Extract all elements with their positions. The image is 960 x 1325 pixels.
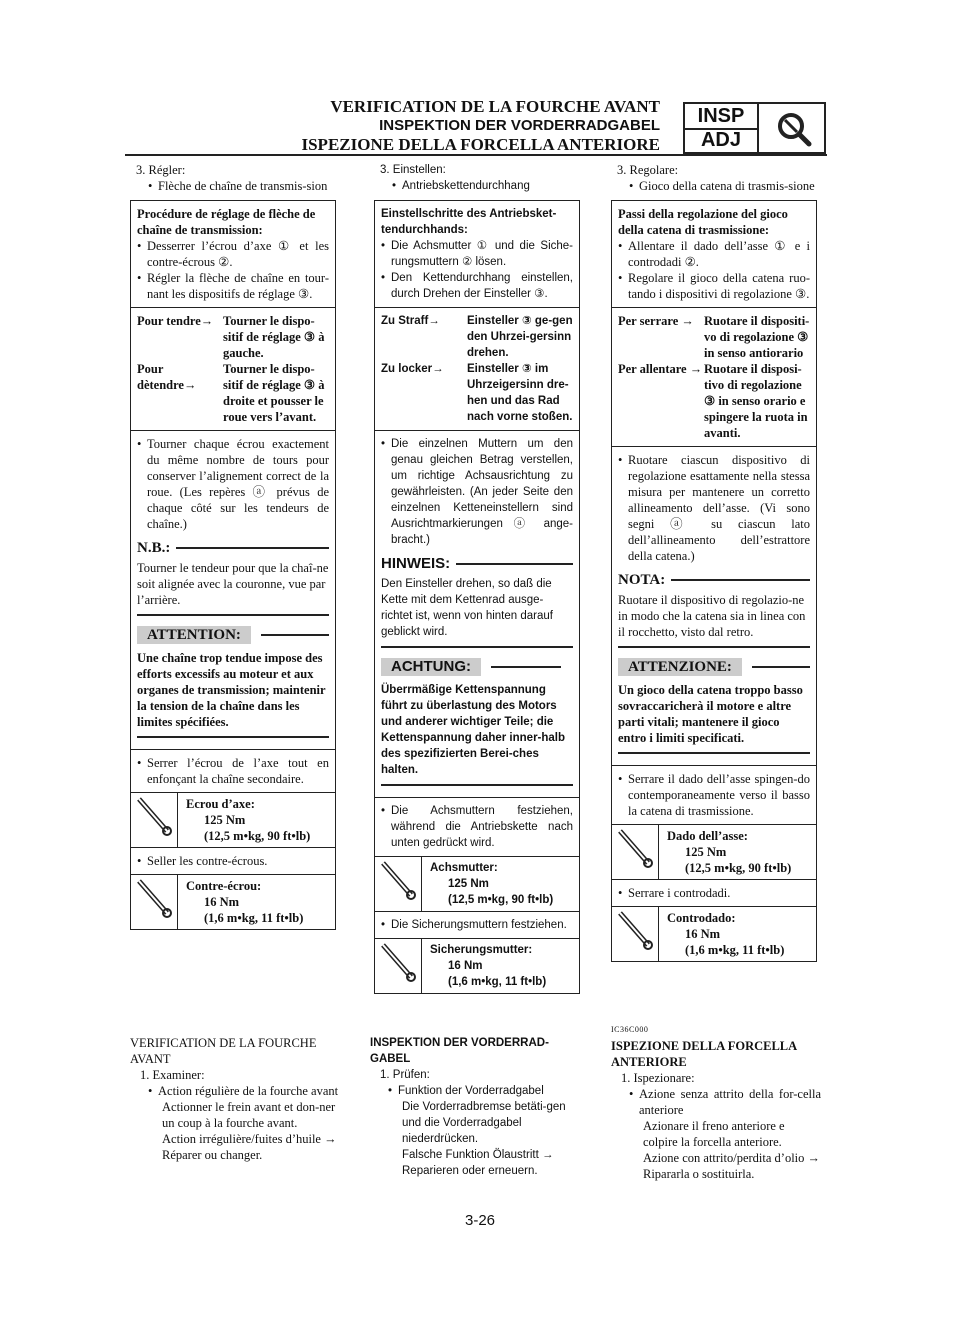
alignment-note: • Die einzelnen Muttern um den genau gleichen Betrag verstellen, um richtige Achsausrichtung zu gewährleisten. (An jeder Seite den einzelnen Ketteneinstellern sind Ausrichtmarkierungen ⓐ ange-bracht.) [381,438,573,546]
step-bullet: • Gioco della catena di trasmis-sione [629,179,815,193]
note-text: Den Einsteller drehen, so daß die Kette mit dem Kettenrad ausge-richtet ist, wenn von hinten darauf geblickt wird. [381,578,553,638]
inspect-text: Azionare il freno anteriore e colpire la forcella anteriore. [643,1119,785,1149]
step-heading: 3. Regolare: [617,163,679,177]
torque-wrench-icon [131,875,175,921]
step-bullet: • Antriebskettendurchhang [392,180,530,192]
fork-inspection-de [370,1035,580,1179]
badge-adj: ADJ [685,128,759,152]
tension-row: Per serrare → Ruotare il dispositi-vo di regolazione ③ in senso antiorario [618,314,810,360]
procedure-title: Procédure de réglage de flèche de chaîne de transmission: [137,207,316,237]
procedure-step: • Die Achsmutter ① und die Siche-rungsmuttern ② lösen. [381,240,573,268]
inspect-step: 1. Ispezionare: [621,1071,695,1085]
tighten-step: • Serrare il dado dell’asse spingen-do contemporaneamente verso il basso la catena di trasmissione. [618,772,810,818]
torque-wrench-icon [612,907,656,953]
procedure-title: Einstellschritte des Antriebsket-tendurchhands: [381,208,557,236]
header-title-de: INSPEKTION DER VORDERRADGABEL [379,117,660,134]
procedure-box [611,200,817,962]
torque-wrench-icon [131,793,175,839]
torque-spec-locknut: Controdado: 16 Nm (1,6 m•kg, 11 ft•lb) [612,906,816,961]
procedure-box [374,200,580,994]
alignment-note: • Tourner chaque écrou exactement du même nombre de tours pour conserver l’alignement correct de la roue. (Les repères ⓐ prévus de chaque côté sur les tendeurs de chaîne.) [137,437,329,531]
loosen-row: Pour dètendre→ Tourner le dispo-sitif de réglage ③ à droite et pousser le roue vers l’avant. [137,362,325,424]
procedure-step: • Desserrer l’écrou d’axe ① et les contre-écrous ②. [137,239,329,269]
section-title: VERIFICATION DE LA FOURCHE AVANT [130,1036,317,1066]
inspect-text: Azione con attrito/perdita d’olio → Ripararla o sostituirla. [643,1151,821,1181]
note-header: N.B.: [137,540,329,556]
header-title-it: ISPEZIONE DELLA FORCELLA ANTERIORE [301,135,660,154]
procedure-title: Passi della regolazione del gioco della catena di trasmissione: [618,207,788,237]
inspect-step: 1. Prüfen: [380,1069,430,1081]
procedure-step: • Den Kettendurchhang einstellen, durch Drehen der Einsteller ③. [381,272,573,300]
header-title-fr: VERIFICATION DE LA FOURCHE AVANT [330,97,660,116]
caution-header: ACHTUNG: [381,658,573,676]
section-code: IC36C000 [611,1025,649,1034]
torque-spec-locknut: Sicherungsmutter: 16 Nm (1,6 m•kg, 11 ft•lb) [375,938,579,993]
torque-spec-locknut: Contre-écrou: 16 Nm (1,6 m•kg, 11 ft•lb) [131,874,335,929]
note-header: HINWEIS: [381,556,573,572]
note-text: Ruotare il dispositivo di regolazio-ne in modo che la catena sia in linea con il rocchetto, visto dal retro. [618,593,806,639]
column-italian [611,162,817,962]
caution-text: Une chaîne trop tendue impose des efforts excessifs au moteur et aux organes de transmission; maintenir la tension de la chaîne dans les limites spécifiées. [137,651,326,729]
loosen-row: Per allentare → Ruotare il disposi-tivo di regolazione ③ in senso orario e spingere la ruota in avanti. [618,362,808,440]
caution-text: Überrmäßige Kettenspannung führt zu überlastung des Motors und anderer wichtiger Teile; die Kettenspannung daher inner-halb des spezifizierten Berei-ches halten. [381,684,566,776]
tighten-step: • Serrer l’écrou de l’axe tout en enfonçant la chaîne secondaire. [137,756,329,786]
section-badge [683,102,826,154]
caution-header: ATTENZIONE: [618,658,810,676]
alignment-note: • Ruotare ciascun dispositivo di regolazione esattamente nella stessa misura per mantenere un corretto allineamento dell’asse. (Vi sono segni ⓐ su ciascun lato dell’allineamento dell’estrattore della catena.) [618,453,810,563]
torque-wrench-icon [375,939,419,985]
locknut-step: • Serrare i controdadi. [618,886,731,900]
inspect-bullet: • Azione senza attrito della for-cella anteriore [629,1087,821,1117]
inspect-bullet: • Action régulière de la fourche avant [148,1084,339,1098]
torque-wrench-icon [375,857,419,903]
section-title: INSPEKTION DER VORDERRAD-GABEL [370,1037,549,1065]
tension-row: Zu Straff→ Einsteller ③ ge-gen den Uhrzei-gersinn drehen. [381,315,573,359]
inspect-text: Action irrégulière/fuites d’huile → Réparer ou changer. [162,1132,337,1162]
badge-insp: INSP [685,104,759,130]
step-heading: 3. Régler: [136,163,186,177]
inspect-text: Falsche Funktion Ölaustritt → Reparieren oder erneuern. [402,1149,554,1177]
column-german [374,162,580,994]
locknut-step: • Seller les contre-écrous. [137,854,268,868]
inspect-bullet: • Funktion der Vorderradgabel [388,1085,544,1097]
torque-wrench-icon [612,825,656,871]
step-heading: 3. Einstellen: [380,164,446,176]
locknut-step: • Die Sicherungsmuttern festziehen. [381,919,567,931]
step-bullet: • Flèche de chaîne de transmis-sion [148,179,328,193]
column-french [130,162,336,930]
torque-spec-axle: Dado dell’asse: 125 Nm (12,5 m•kg, 90 ft•lb) [612,824,816,879]
inspect-text: Actionner le frein avant et don-ner un coup à la fourche avant. [162,1100,336,1130]
torque-spec-axle: Ecrou d’axe: 125 Nm (12,5 m•kg, 90 ft•lb) [131,792,335,847]
tension-row: Pour tendre→ Tourner le dispo-sitif de réglage ③ à gauche. [137,314,325,360]
procedure-box [130,200,336,930]
procedure-step: • Allentare il dado dell’asse ① e i controdadi ②. [618,239,810,269]
page-header [301,97,660,154]
note-header: NOTA: [618,572,810,588]
tighten-step: • Die Achsmuttern festziehen, während die Antriebskette nach unten gedrückt wird. [381,805,573,849]
caution-text: Un gioco della catena troppo basso sovraccaricherà il motore e altre parti vitali; mantenere il gioco entro i limiti specificati. [618,683,803,745]
loosen-row: Zu locker→ Einsteller ③ im Uhrzeigersinn dre-hen und das Rad nach vorne stoßen. [381,363,573,423]
wrench-magnifier-icon [773,110,815,148]
torque-spec-axle: Achsmutter: 125 Nm (12,5 m•kg, 90 ft•lb) [375,856,579,911]
inspect-step: 1. Examiner: [140,1068,205,1082]
procedure-step: • Régler la flèche de chaîne en tour-nant les dispositifs de réglage ③. [137,271,329,301]
fork-inspection-it [611,1022,821,1182]
page-number: 3-26 [464,1212,496,1229]
header-rule [125,154,827,156]
caution-header: ATTENTION: [137,626,329,644]
fork-inspection-fr [130,1035,340,1163]
inspect-text: Die Vorderradbremse betäti-gen und die Vorderradgabel niederdrücken. [402,1101,566,1145]
section-title: ISPEZIONE DELLA FORCELLA ANTERIORE [611,1039,797,1069]
procedure-step: • Regolare il gioco della catena ruo-tando i dispositivi di regolazione ③. [618,271,810,301]
note-text: Tourner le tendeur pour que la chaî-ne soit alignée avec la couronne, vue par l’arrière. [137,561,329,607]
